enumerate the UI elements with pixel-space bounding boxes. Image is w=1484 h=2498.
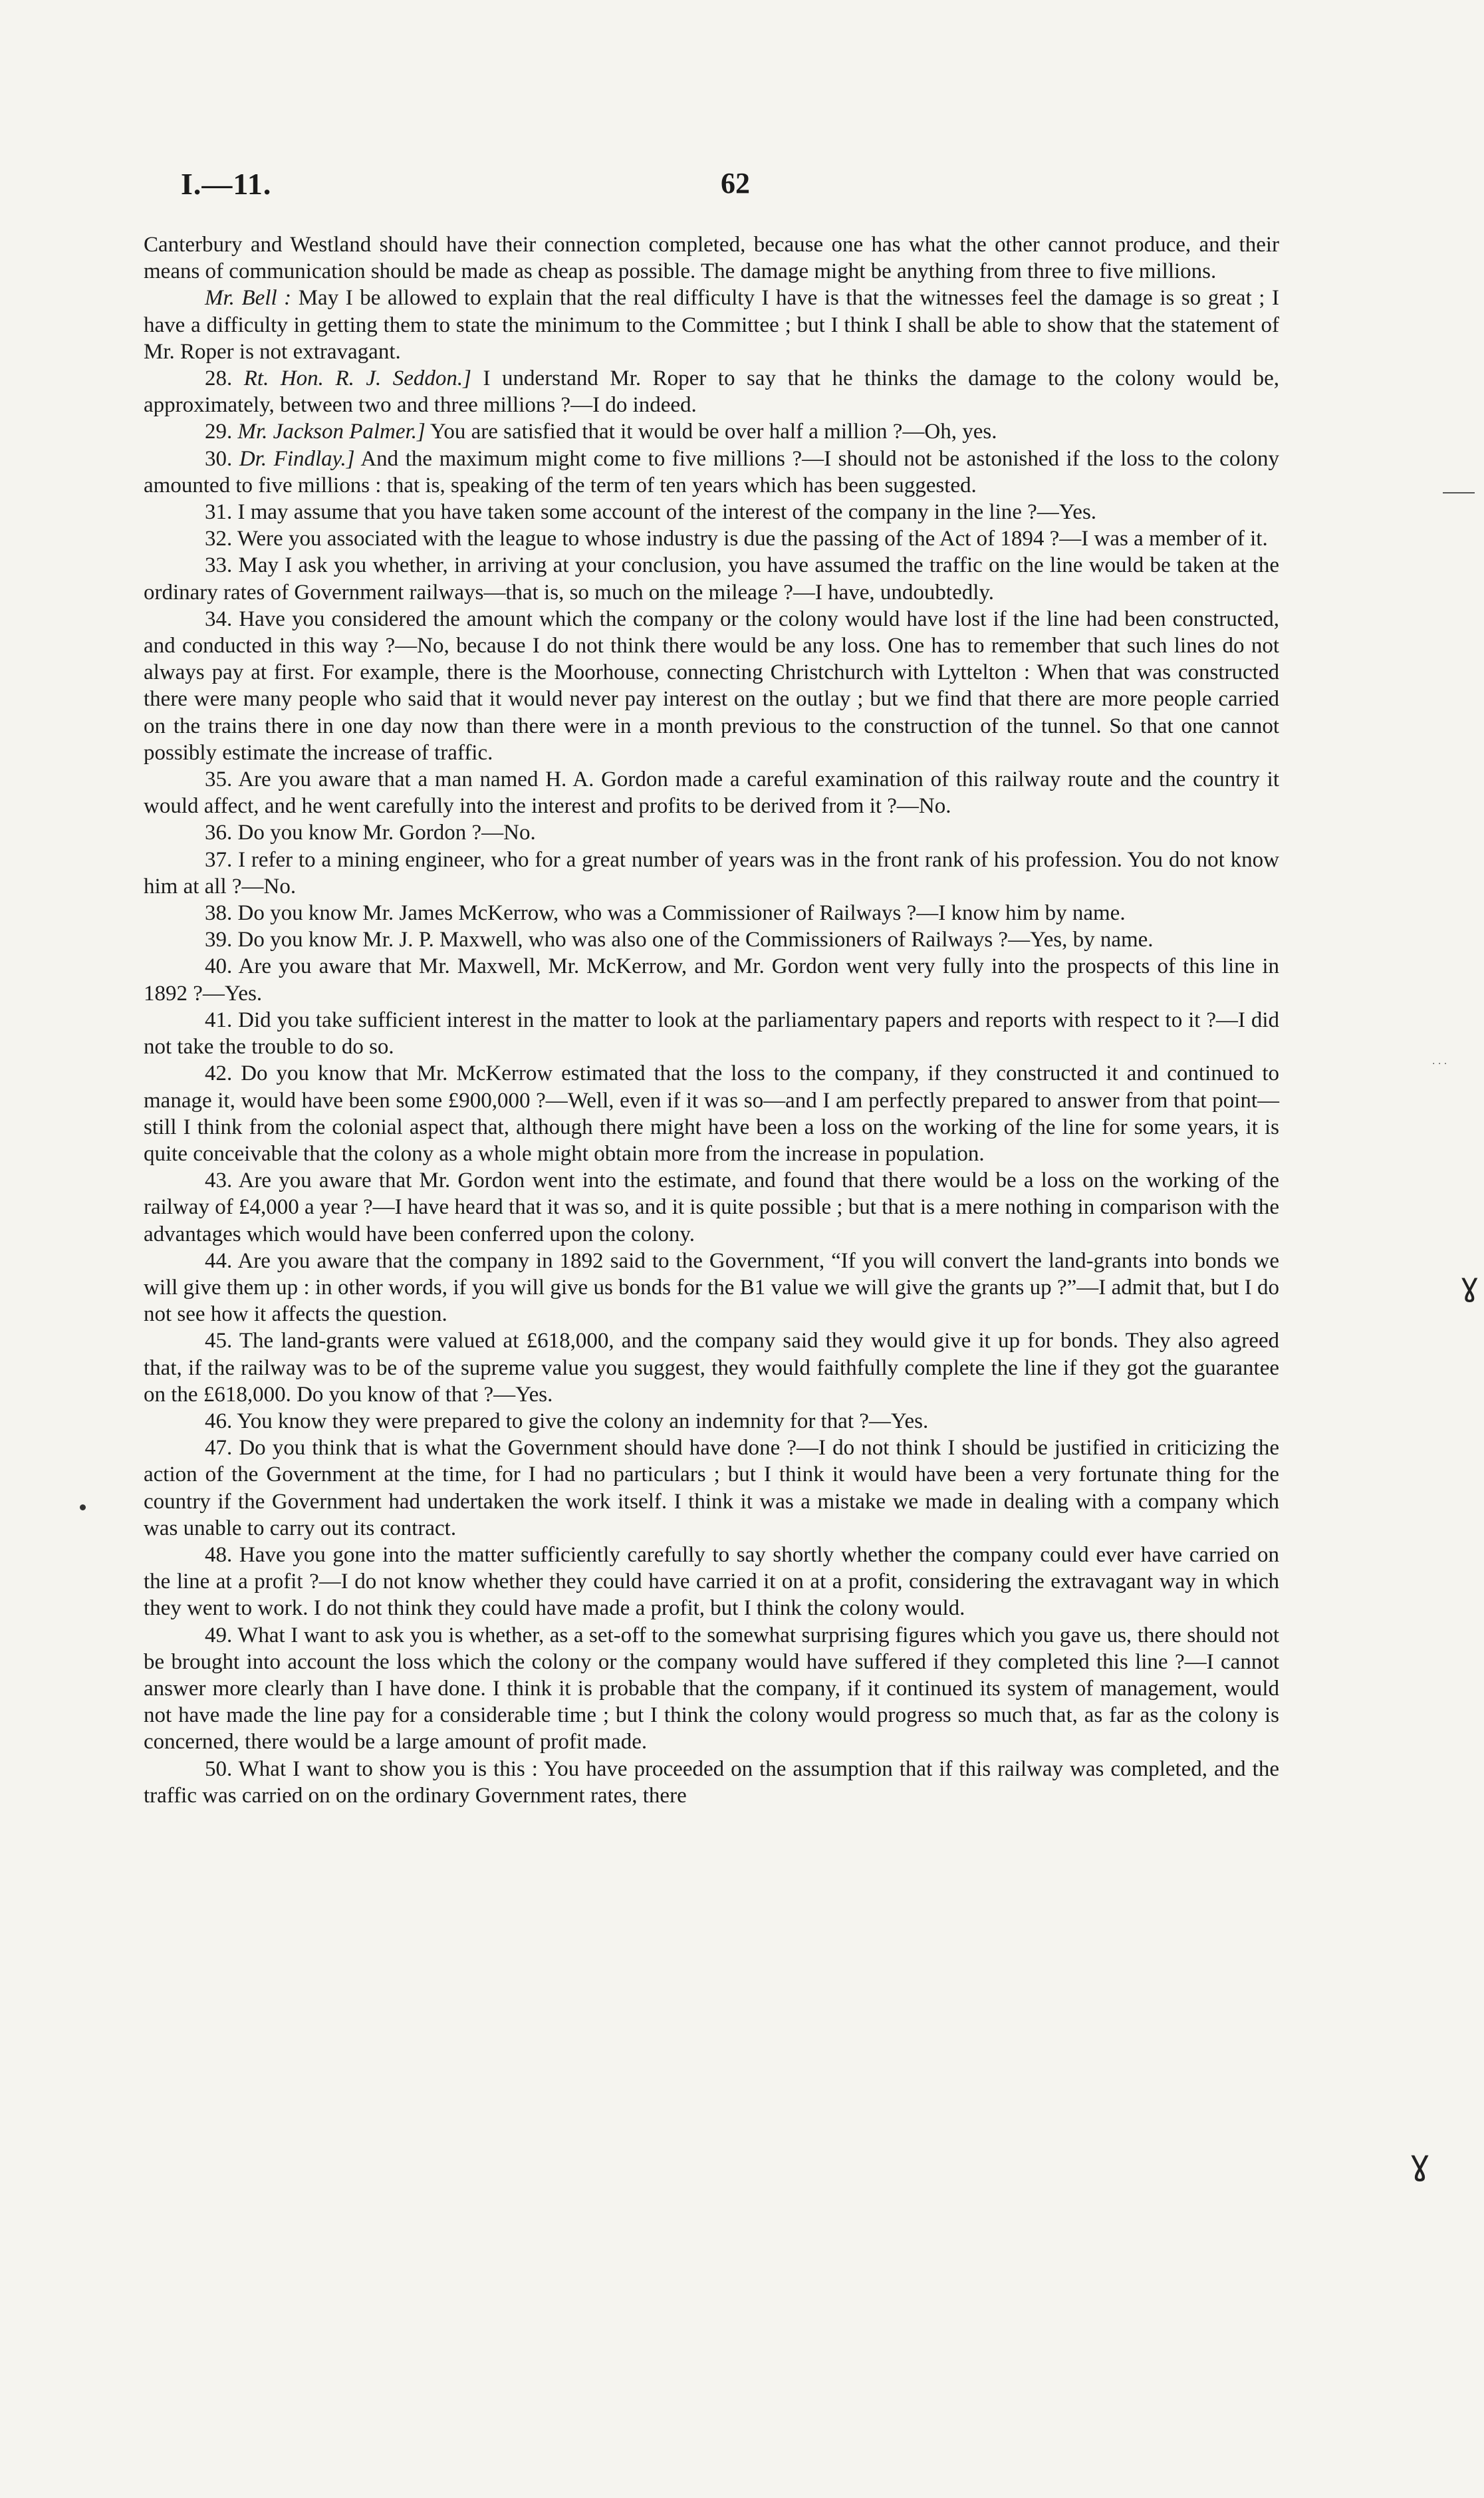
paragraph-text: May I be allowed to explain that the real difficulty I have is that the witnesses feel the damage is so great ; I have a difficulty in getting them to state the minimum to the Committee ; but I think I shall be able to show that the statement of Mr. Roper is not extravagant. <box>144 286 1280 364</box>
paragraph-text: Did you take sufficient interest in the matter to look at the parliamentary papers and reports with respect to it ?—I did not take the trouble to do so. <box>144 1008 1280 1059</box>
page-number: 62 <box>721 167 750 200</box>
margin-dots-mark: · · · <box>1432 1059 1447 1069</box>
paragraph-text: Do you know Mr. James McKerrow, who was a Commissioner of Railways ?—I know him by name. <box>237 901 1126 926</box>
speaker-name: Dr. Findlay.] <box>239 446 355 471</box>
question-paragraph <box>144 1542 1279 1622</box>
question-number: 35. <box>205 767 233 792</box>
page-header <box>181 166 1290 206</box>
speaker-name: Rt. Hon. R. J. Seddon.] <box>243 366 472 391</box>
question-paragraph <box>144 285 1279 365</box>
paragraph-text: I understand Mr. Roper to say that he thinks the damage to the colony would be, approximately, between two and three millions ?—I do indeed. <box>144 366 1280 418</box>
paragraph-text: Are you aware that the company in 1892 said to the Government, “If you will convert the land-grants into bonds we will give them up : in other words, if you will give us bonds for the B1 value we will give the grants up ?”—I admit that, but I do not see how it affects the question. <box>144 1248 1280 1327</box>
paragraph-text: Were you associated with the league to whose industry is due the passing of the Act of 1894 ?—I was a member of it. <box>237 527 1268 551</box>
paragraph-text: And the maximum might come to five millions ?—I should not be astonished if the loss to the colony amounted to five millions : that is, speaking of the term of ten years which has been suggested. <box>144 446 1279 497</box>
question-paragraph <box>144 365 1279 418</box>
question-number: 32. <box>205 527 233 551</box>
question-paragraph <box>144 525 1279 552</box>
question-number: 29. <box>205 420 233 444</box>
question-paragraph <box>144 1327 1279 1408</box>
question-paragraph <box>144 1060 1279 1167</box>
paragraph-text: The land-grants were valued at £618,000, and the company said they would give it up for bonds. They also agreed that, if the railway was to be of the supreme value you suggest, they would faithfully complete the line if they got the guarantee on the £618,000. Do you know of that ?—Yes. <box>144 1329 1279 1407</box>
question-number: 40. <box>205 954 233 979</box>
continued-paragraph <box>144 231 1279 285</box>
question-number: 34. <box>205 607 233 631</box>
paragraph-text: Are you aware that Mr. Gordon went into the estimate, and found that there would be a loss on the working of the railway of £4,000 a year ?—I have heard that it was so, and it is quite possible ; but that is a mere nothing in comparison with the advantages which would have been conferred upon the colony. <box>144 1169 1279 1246</box>
paragraph-text: Have you considered the amount which the company or the colony would have lost if the line had been constructed, and conducted in this way ?—No, because I do not think there would be any loss. One has to remember that such lines do not always pay at first. For example, there is the Moorhouse, connecting Christchurch with Lyttelton : When that was constructed there were many people who said that it would never pay interest on the outlay ; but we find that there are more people carried on the trains there in one day now than there were in a month previous to the construction of the tunnel. So that one cannot possibly estimate the increase of traffic. <box>144 607 1279 765</box>
paragraph-text: Are you aware that Mr. Maxwell, Mr. McKerrow, and Mr. Gordon went very fully into the prospects of this line in 1892 ?—Yes. <box>144 954 1279 1006</box>
question-paragraph <box>144 847 1279 900</box>
speaker-name: Mr. Bell : <box>205 286 292 311</box>
question-paragraph <box>144 1435 1279 1542</box>
question-number: 36. <box>205 821 233 845</box>
speaker-name: Mr. Jackson Palmer.] <box>237 420 426 444</box>
question-paragraph <box>144 953 1279 1006</box>
paragraph-text: Do you know Mr. Gordon ?—No. <box>237 821 536 845</box>
question-paragraph <box>144 606 1279 766</box>
question-paragraph <box>144 552 1279 605</box>
question-number: 45. <box>205 1329 233 1353</box>
question-number: 30. <box>205 446 233 471</box>
paragraph-text: Do you know that Mr. McKerrow estimated that the loss to the company, if they constructed it and continued to manage it, would have been some £900,000 ?—Well, even if it was so—and I am perfectly prepared to answer from that point—still I think from the colonial aspect that, although there might have been a loss on the working of the line for some years, it is quite conceivable that the colony as a whole might obtain more from the increase in population. <box>144 1061 1279 1166</box>
paragraph-text: I may assume that you have taken some account of the interest of the company in the line ?—Yes. <box>237 500 1097 525</box>
question-number: 49. <box>205 1623 233 1647</box>
margin-bullet-mark <box>80 1504 86 1510</box>
question-paragraph <box>144 1167 1279 1248</box>
question-paragraph <box>144 900 1279 926</box>
question-number: 43. <box>205 1169 233 1193</box>
question-paragraph <box>144 499 1279 525</box>
question-number: 41. <box>205 1008 233 1032</box>
page-identifier: I.—11. <box>181 167 272 201</box>
question-number: 38. <box>205 901 233 926</box>
paragraph-text: Are you aware that a man named H. A. Gordon made a careful examination of this railway route and the country it would affect, and he went carefully into the interest and profits to be derived from it ?—No. <box>144 767 1279 819</box>
paragraph-text: May I ask you whether, in arriving at your conclusion, you have assumed the traffic on the line would be taken at the ordinary rates of Government railways—that is, so much on the mileage ?—I have, undoubtedly. <box>144 553 1279 605</box>
question-number: 47. <box>205 1436 233 1460</box>
question-paragraph <box>144 1408 1279 1435</box>
paragraph-text: What I want to show you is this : You have proceeded on the assumption that if this railway was completed, and the traffic was carried on on the ordinary Government rates, there <box>144 1756 1279 1808</box>
paragraph-text: Do you think that is what the Government should have done ?—I do not think I should be justified in criticizing the action of the Government at the time, for I had no particulars ; but I think it would have been a very fortunate thing for the country if the Government had undertaken the work itself. I think it was a mistake we made in dealing with a company which was unable to carry out its contract. <box>144 1436 1279 1540</box>
question-number: 46. <box>205 1409 233 1433</box>
question-paragraph <box>144 926 1279 953</box>
margin-tick-mark-lower: ɣ <box>1410 2143 1430 2183</box>
question-paragraph <box>144 1622 1279 1756</box>
paragraph-text: Canterbury and Westland should have their connection completed, because one has what the other cannot produce, and their means of communication should be made as cheap as possible. The damage might be anything from three to five millions. <box>144 233 1279 284</box>
paragraph-text: Do you know Mr. J. P. Maxwell, who was also one of the Commissioners of Railways ?—Yes, by name. <box>237 928 1154 952</box>
paragraph-text: You know they were prepared to give the colony an indemnity for that ?—Yes. <box>237 1409 929 1433</box>
question-number: 28. <box>205 366 233 391</box>
question-paragraph <box>144 1248 1279 1328</box>
question-paragraph <box>144 446 1279 499</box>
question-number: 42. <box>205 1061 233 1086</box>
question-number: 37. <box>205 847 233 872</box>
question-paragraph <box>144 418 1279 445</box>
paragraph-text: What I want to ask you is whether, as a set-off to the somewhat surprising figures which you gave us, there should not be brought into account the loss which the colony or the company would have suffered if they completed this line ?—I cannot answer more clearly than I have done. I think it is probable that the company, if it continued its system of management, would not have made the line pay for a considerable time ; but I think the colony would progress so much that, as far as the colony is concerned, there would be a large amount of profit made. <box>144 1623 1280 1754</box>
question-number: 48. <box>205 1542 233 1567</box>
paragraph-text: I refer to a mining engineer, who for a great number of years was in the front rank of his profession. You do not know him at all ?—No. <box>144 847 1279 899</box>
testimony-text <box>144 231 1279 1809</box>
question-paragraph <box>144 1756 1279 1809</box>
margin-tick-mark: ɣ <box>1460 1266 1479 1304</box>
paragraph-text: You are satisfied that it would be over half a million ?—Oh, yes. <box>425 420 997 444</box>
question-number: 44. <box>205 1248 233 1273</box>
question-paragraph <box>144 766 1279 819</box>
question-number: 39. <box>205 928 233 952</box>
question-paragraph <box>144 1007 1279 1060</box>
paragraph-text: Have you gone into the matter sufficiently carefully to say shortly whether the company could ever have carried on the line at a profit ?—I do not know whether they could have carried it on at a profit, considering the extravagant way in which they went to work. I do not think they could have made a profit, but I think the colony would. <box>144 1542 1280 1621</box>
question-paragraph <box>144 819 1279 846</box>
question-number: 33. <box>205 553 233 578</box>
margin-dash-mark <box>1443 492 1475 493</box>
question-number: 50. <box>205 1756 233 1781</box>
question-number: 31. <box>205 500 233 525</box>
